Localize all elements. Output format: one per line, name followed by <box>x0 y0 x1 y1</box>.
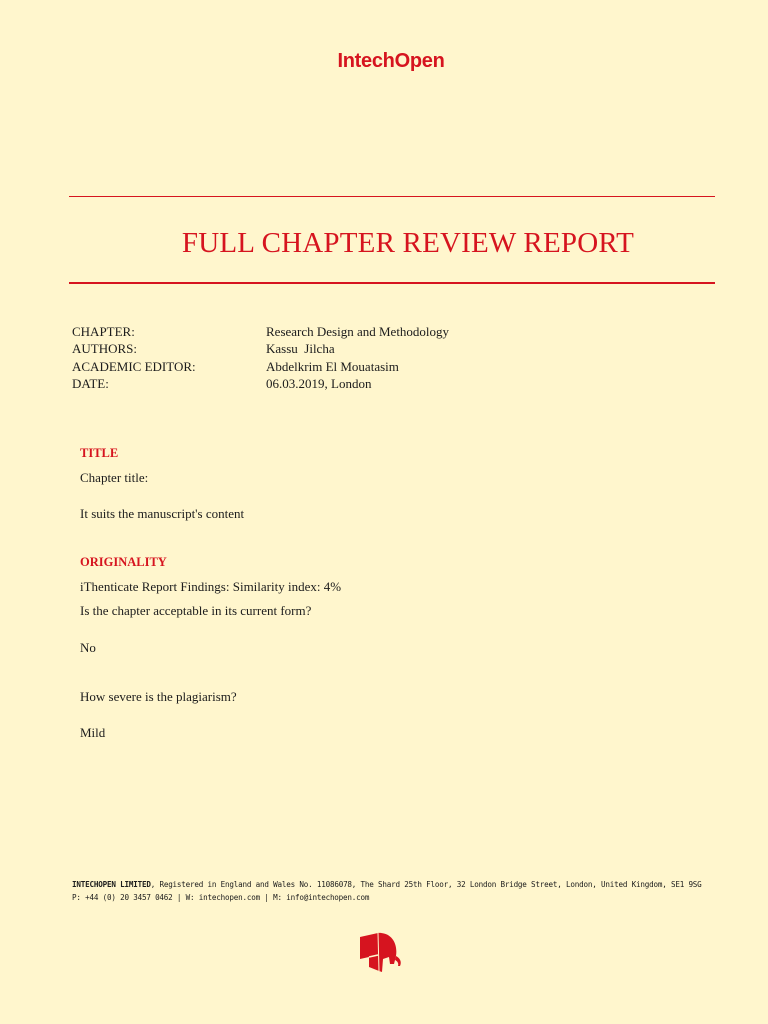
authors-label: AUTHORS: <box>72 341 138 357</box>
chapter-label: CHAPTER: <box>72 324 135 339</box>
footer-registration: , Registered in England and Wales No. 11086078, The Shard 25th Floor, 32 London Bridge Street, London, United Kingdom, SE1 9SG <box>150 880 702 889</box>
chapter-value: Research Design and Methodology <box>266 324 450 339</box>
plagiarism-question: How severe is the plagiarism? <box>80 689 237 704</box>
date-label: DATE: <box>72 375 109 391</box>
footer-line-1 <box>72 879 702 892</box>
authors-value: Kassu Jilcha <box>266 341 335 357</box>
date-value: 06.03.2019, London <box>266 375 372 391</box>
editor-value: Abdelkrim El Mouatasim <box>266 358 399 374</box>
chapter-title-answer: It suits the manuscript's content <box>80 506 245 521</box>
meta-row-chapter <box>72 323 449 340</box>
meta-row-date <box>72 375 449 392</box>
footer-info <box>72 879 702 904</box>
meta-row-editor <box>72 358 449 375</box>
plagiarism-answer: Mild <box>80 725 106 740</box>
acceptable-question: Is the chapter acceptable in its current form? <box>80 603 312 618</box>
originality-section-heading: ORIGINALITY <box>80 555 167 569</box>
title-section-heading: TITLE <box>80 446 119 460</box>
ithenticate-findings: iThenticate Report Findings: Similarity index: 4% <box>80 579 342 594</box>
acceptable-answer: No <box>80 640 96 655</box>
header-rule-bottom <box>69 282 715 284</box>
meta-block <box>72 323 449 392</box>
footer-company-name: INTECHOPEN LIMITED <box>72 880 151 889</box>
brand-logo: IntechOpen <box>337 50 445 72</box>
report-title: FULL CHAPTER REVIEW REPORT <box>181 227 635 259</box>
editor-label: ACADEMIC EDITOR: <box>72 358 196 374</box>
footer-line-2: P: +44 (0) 20 3457 0462 | W: intechopen.com | M: info@intechopen.com <box>72 892 370 902</box>
meta-row-authors <box>72 340 449 357</box>
header-rule-top <box>69 196 715 197</box>
chapter-title-question: Chapter title: <box>80 470 149 485</box>
intechopen-elephant-logo-icon <box>357 931 403 975</box>
